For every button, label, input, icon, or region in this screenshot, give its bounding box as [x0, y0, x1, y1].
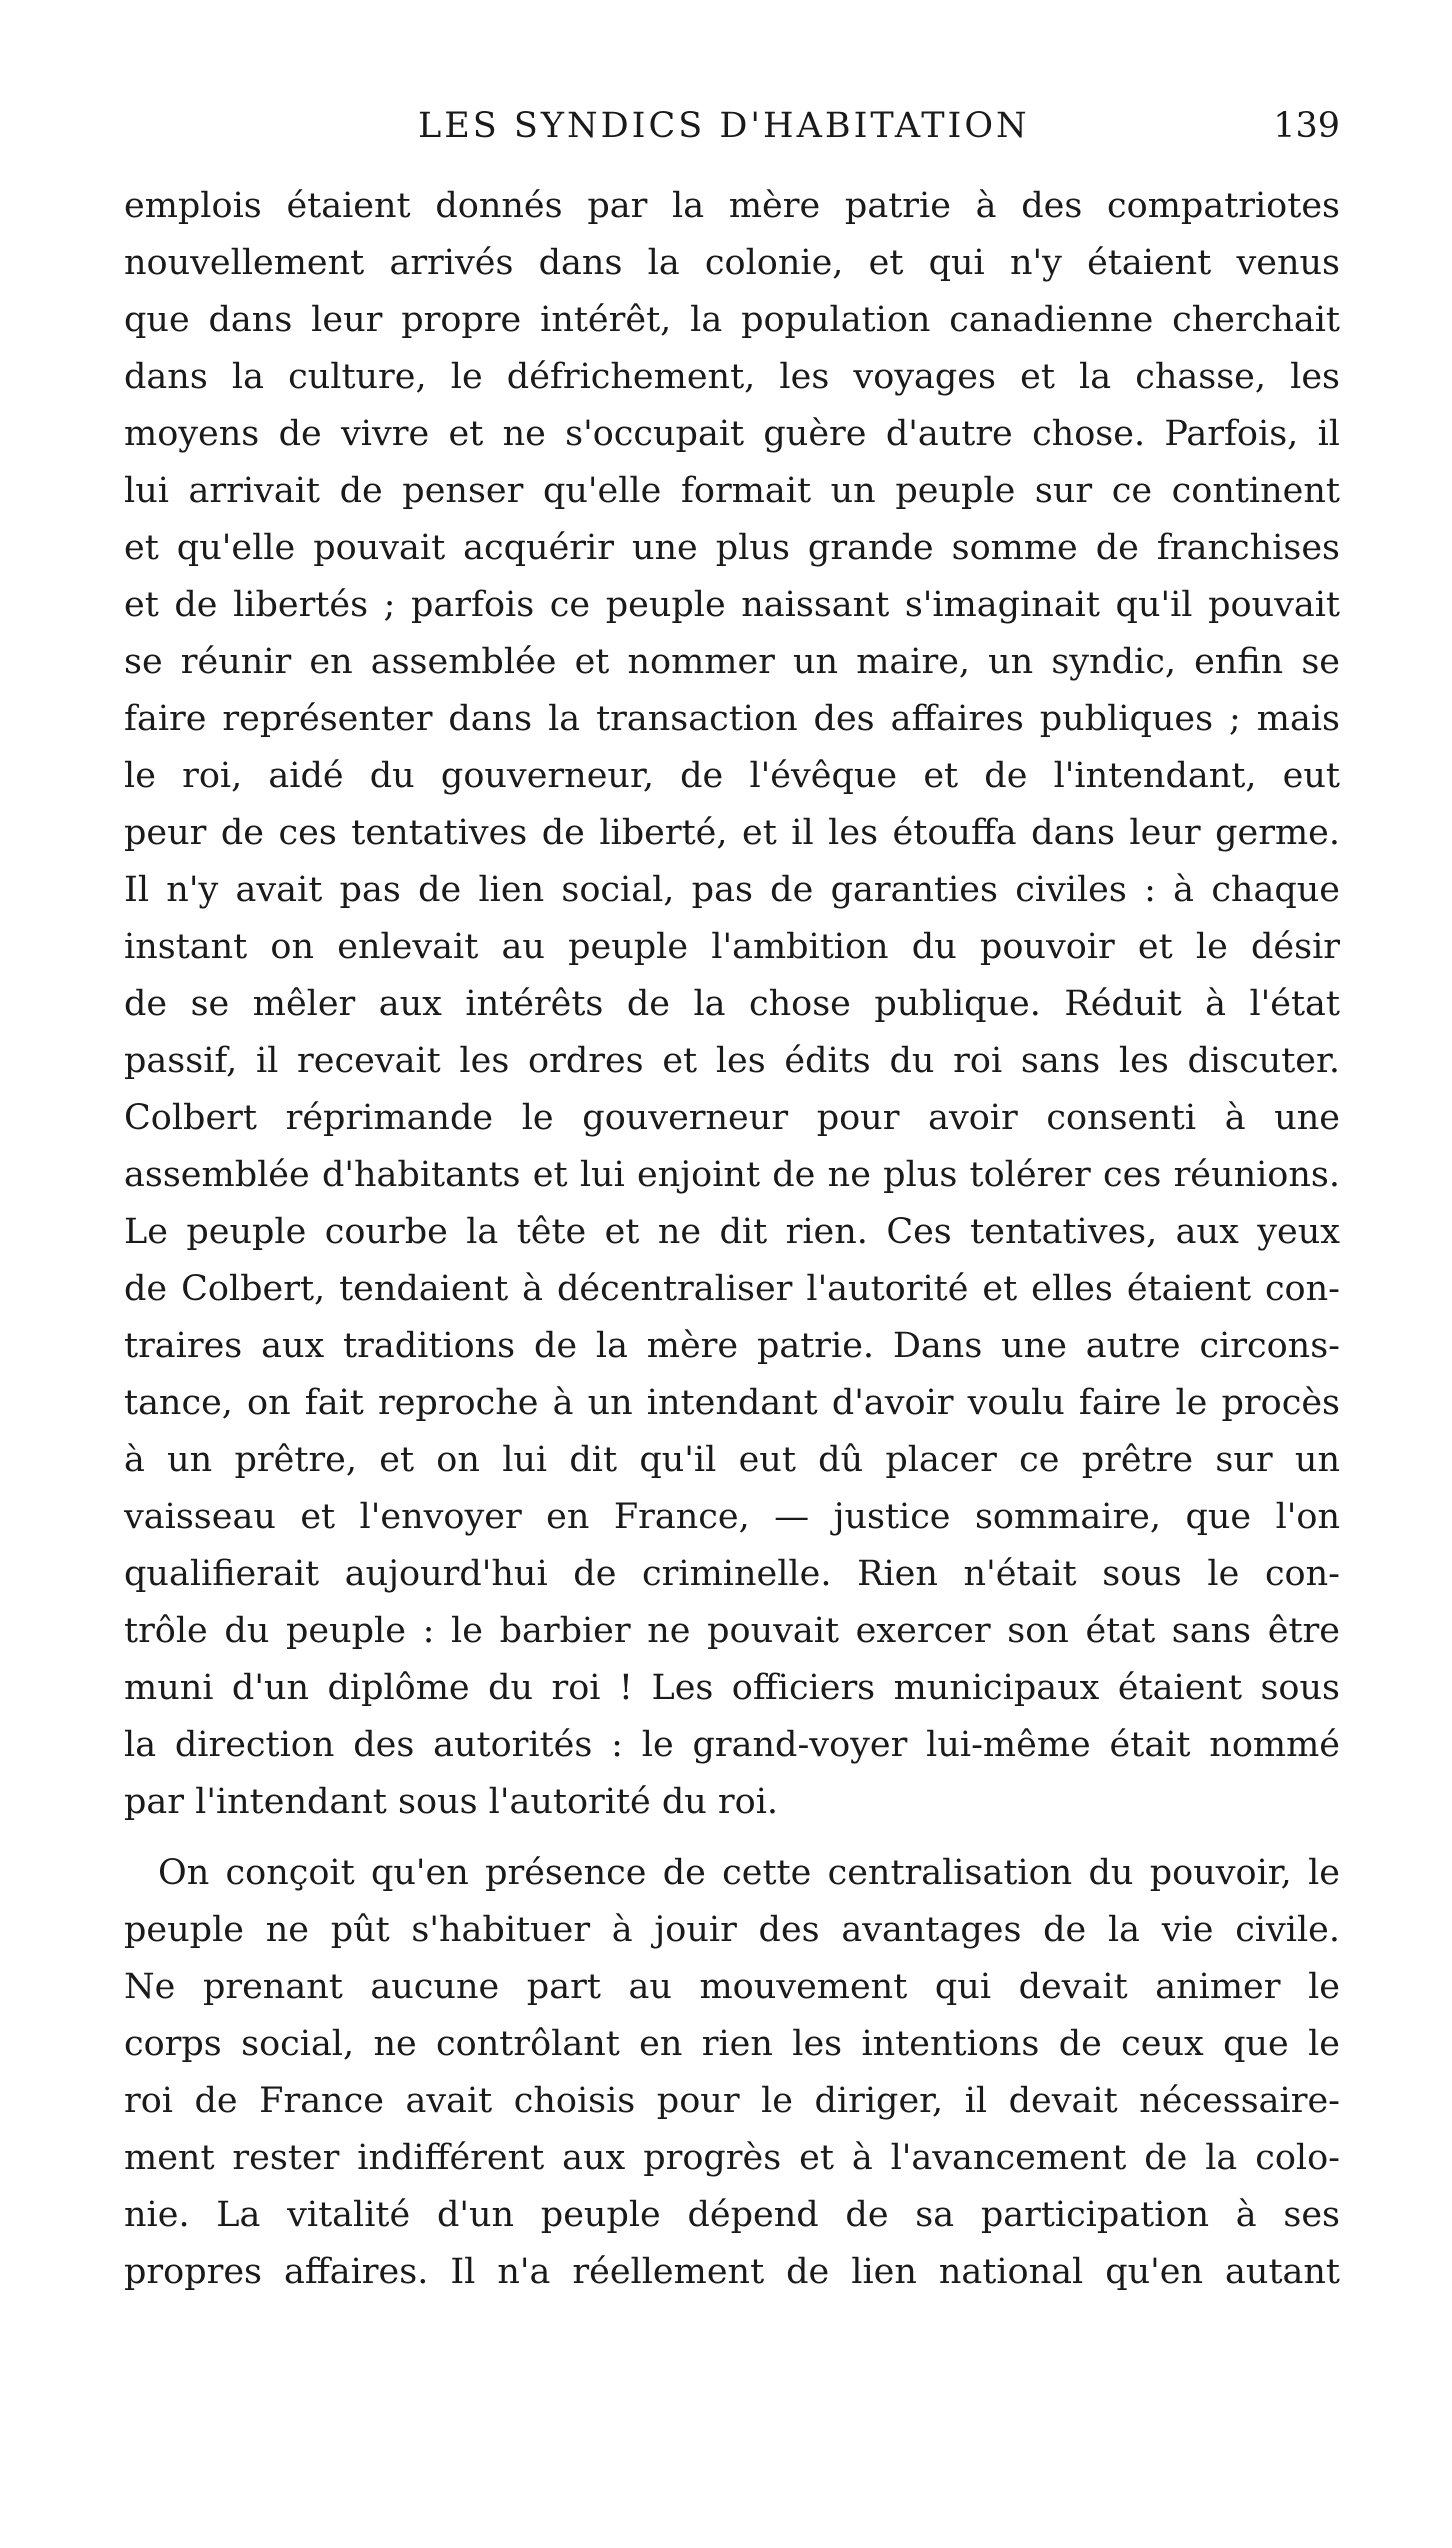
text-line: et qu'elle pouvait acquérir une plus grande somme de franchises — [124, 528, 1340, 568]
text-line: Ne prenant aucune part au mouvement qui devait animer le — [124, 1967, 1340, 2007]
paragraph-gap — [124, 1831, 1340, 1845]
text-line: qualifierait aujourd'hui de criminelle. Rien n'était sous le con- — [124, 1554, 1340, 1594]
text-line: roi de France avait choisis pour le diriger, il devait nécessaire- — [124, 2081, 1340, 2121]
text-line: faire représenter dans la transaction des affaires publiques ; mais — [124, 699, 1340, 739]
text-line: propres affaires. Il n'a réellement de lien national qu'en autant — [124, 2252, 1340, 2292]
text-line: dans la culture, le défrichement, les voyages et la chasse, les — [124, 357, 1340, 397]
body-text — [124, 178, 1340, 2301]
text-line: que dans leur propre intérêt, la population canadienne cherchait — [124, 300, 1340, 340]
text-line: traires aux traditions de la mère patrie. Dans une autre circons- — [124, 1326, 1340, 1366]
paragraph-1 — [124, 178, 1340, 1831]
text-line: ment rester indifférent aux progrès et à l'avancement de la colo- — [124, 2138, 1340, 2178]
text-line: et de libertés ; parfois ce peuple naissant s'imaginait qu'il pouvait — [124, 585, 1340, 625]
text-line: Il n'y avait pas de lien social, pas de garanties civiles : à chaque — [124, 870, 1340, 910]
text-line: trôle du peuple : le barbier ne pouvait exercer son état sans être — [124, 1611, 1340, 1651]
text-line: le roi, aidé du gouverneur, de l'évêque et de l'intendant, eut — [124, 756, 1340, 796]
text-line: emplois étaient donnés par la mère patrie à des compatriotes — [124, 186, 1340, 226]
text-line: peuple ne pût s'habituer à jouir des avantages de la vie civile. — [124, 1910, 1340, 1950]
page-number: 139 — [1273, 106, 1340, 146]
text-line: se réunir en assemblée et nommer un maire, un syndic, enfin se — [124, 642, 1340, 682]
text-line: vaisseau et l'envoyer en France, — justice sommaire, que l'on — [124, 1497, 1340, 1537]
text-line: la direction des autorités : le grand-voyer lui-même était nommé — [124, 1725, 1340, 1765]
text-line: Le peuple courbe la tête et ne dit rien. Ces tentatives, aux yeux — [124, 1212, 1340, 1252]
text-line: à un prêtre, et on lui dit qu'il eut dû placer ce prêtre sur un — [124, 1440, 1340, 1480]
text-line: tance, on fait reproche à un intendant d'avoir voulu faire le procès — [124, 1383, 1340, 1423]
text-line: On conçoit qu'en présence de cette centralisation du pouvoir, le — [158, 1853, 1340, 1893]
text-line: de Colbert, tendaient à décentraliser l'autorité et elles étaient con- — [124, 1269, 1340, 1309]
text-line: nie. La vitalité d'un peuple dépend de sa participation à ses — [124, 2195, 1340, 2235]
text-line: corps social, ne contrôlant en rien les intentions de ceux que le — [124, 2024, 1340, 2064]
text-line: par l'intendant sous l'autorité du roi. — [124, 1782, 779, 1822]
text-line: de se mêler aux intérêts de la chose publique. Réduit à l'état — [124, 984, 1340, 1024]
text-line: moyens de vivre et ne s'occupait guère d'autre chose. Parfois, il — [124, 414, 1340, 454]
text-line: Colbert réprimande le gouverneur pour avoir consenti à une — [124, 1098, 1340, 1138]
paragraph-2 — [124, 1845, 1340, 2301]
text-line: passif, il recevait les ordres et les édits du roi sans les discuter. — [124, 1041, 1340, 1081]
text-line: nouvellement arrivés dans la colonie, et qui n'y étaient venus — [124, 243, 1340, 283]
text-line: lui arrivait de penser qu'elle formait un peuple sur ce continent — [124, 471, 1340, 511]
text-line: instant on enlevait au peuple l'ambition du pouvoir et le désir — [124, 927, 1340, 967]
page-header — [128, 96, 1340, 156]
text-line: muni d'un diplôme du roi ! Les officiers municipaux étaient sous — [124, 1668, 1340, 1708]
running-title: LES SYNDICS D'HABITATION — [418, 106, 1030, 146]
text-line: assemblée d'habitants et lui enjoint de ne plus tolérer ces réunions. — [124, 1155, 1340, 1195]
text-line: peur de ces tentatives de liberté, et il les étouffa dans leur germe. — [124, 813, 1340, 853]
